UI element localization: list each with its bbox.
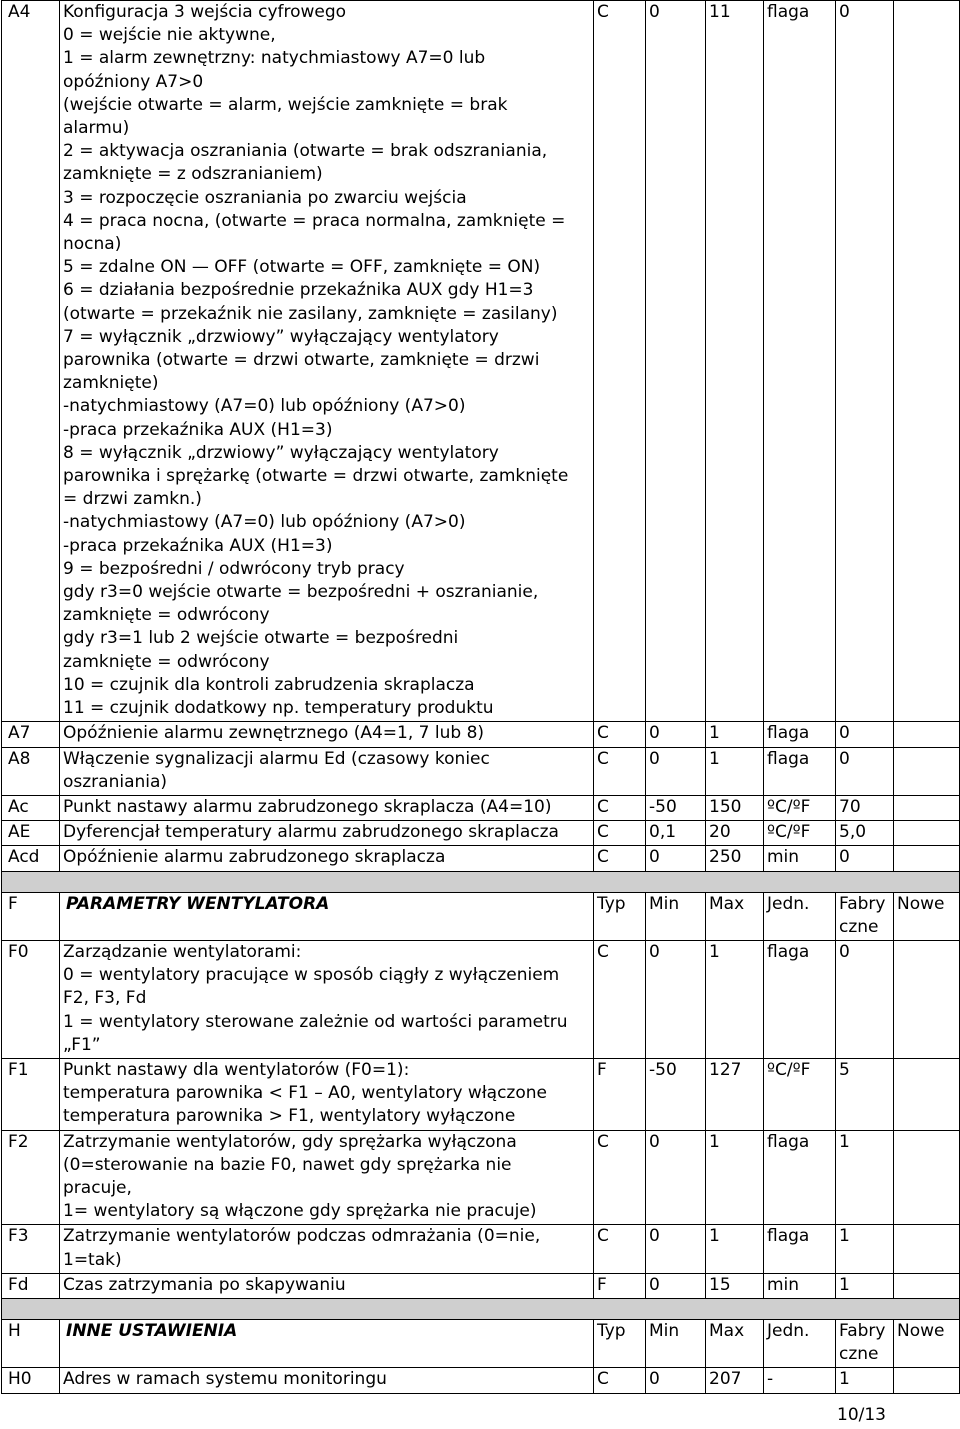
parameter-min: 0 [646, 722, 706, 747]
parameter-type: C [594, 940, 646, 1058]
parameter-type: C [594, 1130, 646, 1225]
parameter-code: A8 [2, 747, 60, 795]
header-new: Nowe [894, 1319, 960, 1367]
description-line: 4 = praca nocna, (otwarte = praca normalna, zamknięte = [63, 210, 566, 231]
parameter-unit: flaga [764, 1130, 836, 1225]
parameter-row [2, 1368, 960, 1393]
description-line: parownika i sprężarkę (otwarte = drzwi otwarte, zamknięte [63, 466, 569, 487]
section-title: PARAMETRY WENTYLATORA [60, 892, 594, 940]
parameter-code: A4 [2, 1, 60, 722]
parameter-description [60, 821, 594, 846]
parameter-code: Ac [2, 795, 60, 820]
description-line: 1 = wentylatory sterowane zależnie od wartości parametru [63, 1011, 568, 1032]
description-line: gdy r3=0 wejście otwarte = bezpośredni + oszranianie, [63, 582, 539, 603]
description-line: = drzwi zamkn.) [63, 489, 202, 510]
parameter-max: 11 [706, 1, 764, 722]
parameter-new-value [894, 1273, 960, 1298]
description-line: oszraniania) [63, 771, 168, 792]
parameter-new-value [894, 722, 960, 747]
separator-row [2, 1298, 960, 1319]
parameter-type: C [594, 1368, 646, 1393]
header-max: Max [706, 892, 764, 940]
parameter-description [60, 722, 594, 747]
parameter-type: C [594, 846, 646, 871]
parameter-row [2, 1225, 960, 1273]
description-line: -praca przekaźnika AUX (H1=3) [63, 419, 333, 440]
description-line: Dyferencjał temperatury alarmu zabrudzonego skraplacza [63, 822, 559, 843]
parameter-row [2, 1058, 960, 1130]
description-line: Punkt nastawy alarmu zabrudzonego skraplacza (A4=10) [63, 796, 552, 817]
parameter-min: 0,1 [646, 821, 706, 846]
parameter-new-value [894, 940, 960, 1058]
description-line: 10 = czujnik dla kontroli zabrudzenia skraplacza [63, 674, 475, 695]
parameter-unit: flaga [764, 1225, 836, 1273]
parameter-type: C [594, 795, 646, 820]
parameter-max: 1 [706, 1225, 764, 1273]
header-default: Fabry czne [836, 892, 894, 940]
parameter-new-value [894, 1, 960, 722]
description-line: temperatura parownika < F1 – A0, wentylatory włączone [63, 1083, 547, 1104]
parameter-row [2, 1273, 960, 1298]
parameter-row [2, 940, 960, 1058]
description-line: 1 = alarm zewnętrzny: natychmiastowy A7=0 lub [63, 48, 486, 69]
description-line: gdy r3=1 lub 2 wejście otwarte = bezpośredni [63, 628, 459, 649]
parameter-max: 1 [706, 1130, 764, 1225]
parameter-new-value [894, 821, 960, 846]
parameter-default: 1 [836, 1225, 894, 1273]
parameter-description [60, 940, 594, 1058]
parameter-max: 250 [706, 846, 764, 871]
section-code: F [2, 892, 60, 940]
description-line: 0 = wentylatory pracujące w sposób ciągły z wyłączeniem [63, 965, 560, 986]
description-line: Punkt nastawy dla wentylatorów (F0=1): [63, 1059, 410, 1080]
separator-row [2, 871, 960, 892]
parameter-min: 0 [646, 846, 706, 871]
description-line: opóźniony A7>0 [63, 71, 204, 92]
section-title: INNE USTAWIENIA [60, 1319, 594, 1367]
description-line: 8 = wyłącznik „drzwiowy” wyłączający wentylatory [63, 442, 499, 463]
parameter-unit: ºC/ºF [764, 1058, 836, 1130]
description-line: Opóźnienie alarmu zewnętrznego (A4=1, 7 lub 8) [63, 723, 485, 744]
parameter-row [2, 821, 960, 846]
description-line: pracuje, [63, 1177, 132, 1198]
section-f-body [2, 940, 960, 1298]
description-line: Czas zatrzymania po skapywaniu [63, 1274, 346, 1295]
parameter-code: AE [2, 821, 60, 846]
description-line: 7 = wyłącznik „drzwiowy” wyłączający wentylatory [63, 326, 499, 347]
parameter-default: 0 [836, 1, 894, 722]
parameter-new-value [894, 1130, 960, 1225]
description-line: temperatura parownika > F1, wentylatory wyłączone [63, 1106, 516, 1127]
parameter-unit: min [764, 846, 836, 871]
parameter-description [60, 1, 594, 722]
description-line: Zatrzymanie wentylatorów podczas odmrażania (0=nie, [63, 1226, 541, 1247]
parameter-max: 15 [706, 1273, 764, 1298]
parameter-min: 0 [646, 1225, 706, 1273]
parameter-type: C [594, 1, 646, 722]
parameter-type: C [594, 1225, 646, 1273]
parameter-row [2, 795, 960, 820]
parameter-type: F [594, 1273, 646, 1298]
parameter-row [2, 1, 960, 722]
parameter-min: -50 [646, 795, 706, 820]
parameter-default: 0 [836, 722, 894, 747]
parameter-type: F [594, 1058, 646, 1130]
header-min: Min [646, 892, 706, 940]
parameter-default: 0 [836, 940, 894, 1058]
parameter-table [1, 0, 960, 1394]
description-line: alarmu) [63, 118, 130, 139]
description-line: zamknięte = odwrócony [63, 605, 270, 626]
parameter-code: F1 [2, 1058, 60, 1130]
parameter-description [60, 1058, 594, 1130]
parameter-description [60, 1368, 594, 1393]
description-line: 11 = czujnik dodatkowy np. temperatury produktu [63, 698, 494, 719]
parameter-description [60, 1130, 594, 1225]
header-typ: Typ [594, 892, 646, 940]
parameter-min: -50 [646, 1058, 706, 1130]
parameter-min: 0 [646, 1273, 706, 1298]
parameter-new-value [894, 846, 960, 871]
description-line: 1= wentylatory są włączone gdy sprężarka nie pracuje) [63, 1201, 537, 1222]
parameter-row [2, 722, 960, 747]
parameter-code: A7 [2, 722, 60, 747]
header-unit: Jedn. [764, 892, 836, 940]
section-f-header [2, 892, 960, 940]
parameter-min: 0 [646, 1130, 706, 1225]
parameter-code: F3 [2, 1225, 60, 1273]
parameter-unit: ºC/ºF [764, 821, 836, 846]
description-line: nocna) [63, 234, 122, 255]
section-code: H [2, 1319, 60, 1367]
parameter-default: 1 [836, 1130, 894, 1225]
header-typ: Typ [594, 1319, 646, 1367]
parameter-max: 207 [706, 1368, 764, 1393]
description-line: 6 = działania bezpośrednie przekaźnika AUX gdy H1=3 [63, 280, 534, 301]
parameter-code: Acd [2, 846, 60, 871]
description-line: 9 = bezpośredni / odwrócony tryb pracy [63, 558, 405, 579]
description-line: Konfiguracja 3 wejścia cyfrowego [63, 2, 347, 22]
section-h-header [2, 1319, 960, 1367]
description-line: zamknięte = z odszranianiem) [63, 164, 323, 185]
parameter-description [60, 1273, 594, 1298]
parameter-unit: min [764, 1273, 836, 1298]
parameter-row [2, 1130, 960, 1225]
page-number: 10/13 [837, 1405, 886, 1425]
description-line: -natychmiastowy (A7=0) lub opóźniony (A7>0) [63, 396, 466, 417]
header-default: Fabry czne [836, 1319, 894, 1367]
description-line: F2, F3, Fd [63, 988, 147, 1009]
parameter-description [60, 747, 594, 795]
parameter-new-value [894, 1368, 960, 1393]
parameter-new-value [894, 795, 960, 820]
header-min: Min [646, 1319, 706, 1367]
parameter-new-value [894, 1058, 960, 1130]
description-line: parownika (otwarte = drzwi otwarte, zamknięte = drzwi [63, 350, 540, 371]
parameter-max: 127 [706, 1058, 764, 1130]
parameter-default: 0 [836, 846, 894, 871]
header-max: Max [706, 1319, 764, 1367]
parameter-default: 70 [836, 795, 894, 820]
description-line: 3 = rozpoczęcie oszraniania po zwarciu wejścia [63, 187, 467, 208]
parameter-min: 0 [646, 940, 706, 1058]
section-f-separator [2, 871, 960, 892]
parameter-new-value [894, 747, 960, 795]
parameter-default: 1 [836, 1368, 894, 1393]
description-line: (wejście otwarte = alarm, wejście zamknięte = brak [63, 94, 508, 115]
parameter-code: F0 [2, 940, 60, 1058]
description-line: Opóźnienie alarmu zabrudzonego skraplacza [63, 847, 446, 868]
parameter-min: 0 [646, 1, 706, 722]
description-line: Adres w ramach systemu monitoringu [63, 1369, 387, 1390]
parameter-unit: ºC/ºF [764, 795, 836, 820]
parameter-max: 1 [706, 940, 764, 1058]
description-line: zamknięte = odwrócony [63, 651, 270, 672]
section-h-body [2, 1368, 960, 1393]
parameter-unit: flaga [764, 722, 836, 747]
description-line: 2 = aktywacja oszraniania (otwarte = brak odszraniania, [63, 141, 548, 162]
description-line: 5 = zdalne ON — OFF (otwarte = OFF, zamknięte = ON) [63, 257, 541, 278]
header-unit: Jedn. [764, 1319, 836, 1367]
description-line: Zarządzanie wentylatorami: [63, 941, 302, 962]
header-new: Nowe [894, 892, 960, 940]
parameter-unit: flaga [764, 747, 836, 795]
parameter-description [60, 846, 594, 871]
parameter-min: 0 [646, 747, 706, 795]
parameters-top-body [2, 1, 960, 872]
parameter-max: 1 [706, 747, 764, 795]
parameter-row [2, 747, 960, 795]
description-line: Zatrzymanie wentylatorów, gdy sprężarka wyłączona [63, 1131, 517, 1152]
parameter-unit: flaga [764, 940, 836, 1058]
section-h-separator [2, 1298, 960, 1319]
parameter-max: 1 [706, 722, 764, 747]
parameter-code: Fd [2, 1273, 60, 1298]
parameter-unit: flaga [764, 1, 836, 722]
description-line: 1=tak) [63, 1249, 122, 1270]
parameter-default: 5,0 [836, 821, 894, 846]
description-line: -praca przekaźnika AUX (H1=3) [63, 535, 333, 556]
description-line: „F1” [63, 1034, 101, 1055]
parameter-code: H0 [2, 1368, 60, 1393]
parameter-description [60, 795, 594, 820]
parameter-default: 5 [836, 1058, 894, 1130]
description-line: -natychmiastowy (A7=0) lub opóźniony (A7>0) [63, 512, 466, 533]
parameter-new-value [894, 1225, 960, 1273]
parameter-type: C [594, 722, 646, 747]
parameter-unit: - [764, 1368, 836, 1393]
parameter-description [60, 1225, 594, 1273]
description-line: zamknięte) [63, 373, 159, 394]
description-line: Włączenie sygnalizacji alarmu Ed (czasowy koniec [63, 748, 490, 769]
description-line: (otwarte = przekaźnik nie zasilany, zamknięte = zasilany) [63, 303, 558, 324]
parameter-max: 150 [706, 795, 764, 820]
description-line: (0=sterowanie na bazie F0, nawet gdy sprężarka nie [63, 1154, 512, 1175]
parameter-type: C [594, 821, 646, 846]
parameter-default: 1 [836, 1273, 894, 1298]
parameter-max: 20 [706, 821, 764, 846]
parameter-code: F2 [2, 1130, 60, 1225]
parameter-min: 0 [646, 1368, 706, 1393]
parameter-type: C [594, 747, 646, 795]
parameter-default: 0 [836, 747, 894, 795]
description-line: 0 = wejście nie aktywne, [63, 25, 276, 46]
parameter-row [2, 846, 960, 871]
